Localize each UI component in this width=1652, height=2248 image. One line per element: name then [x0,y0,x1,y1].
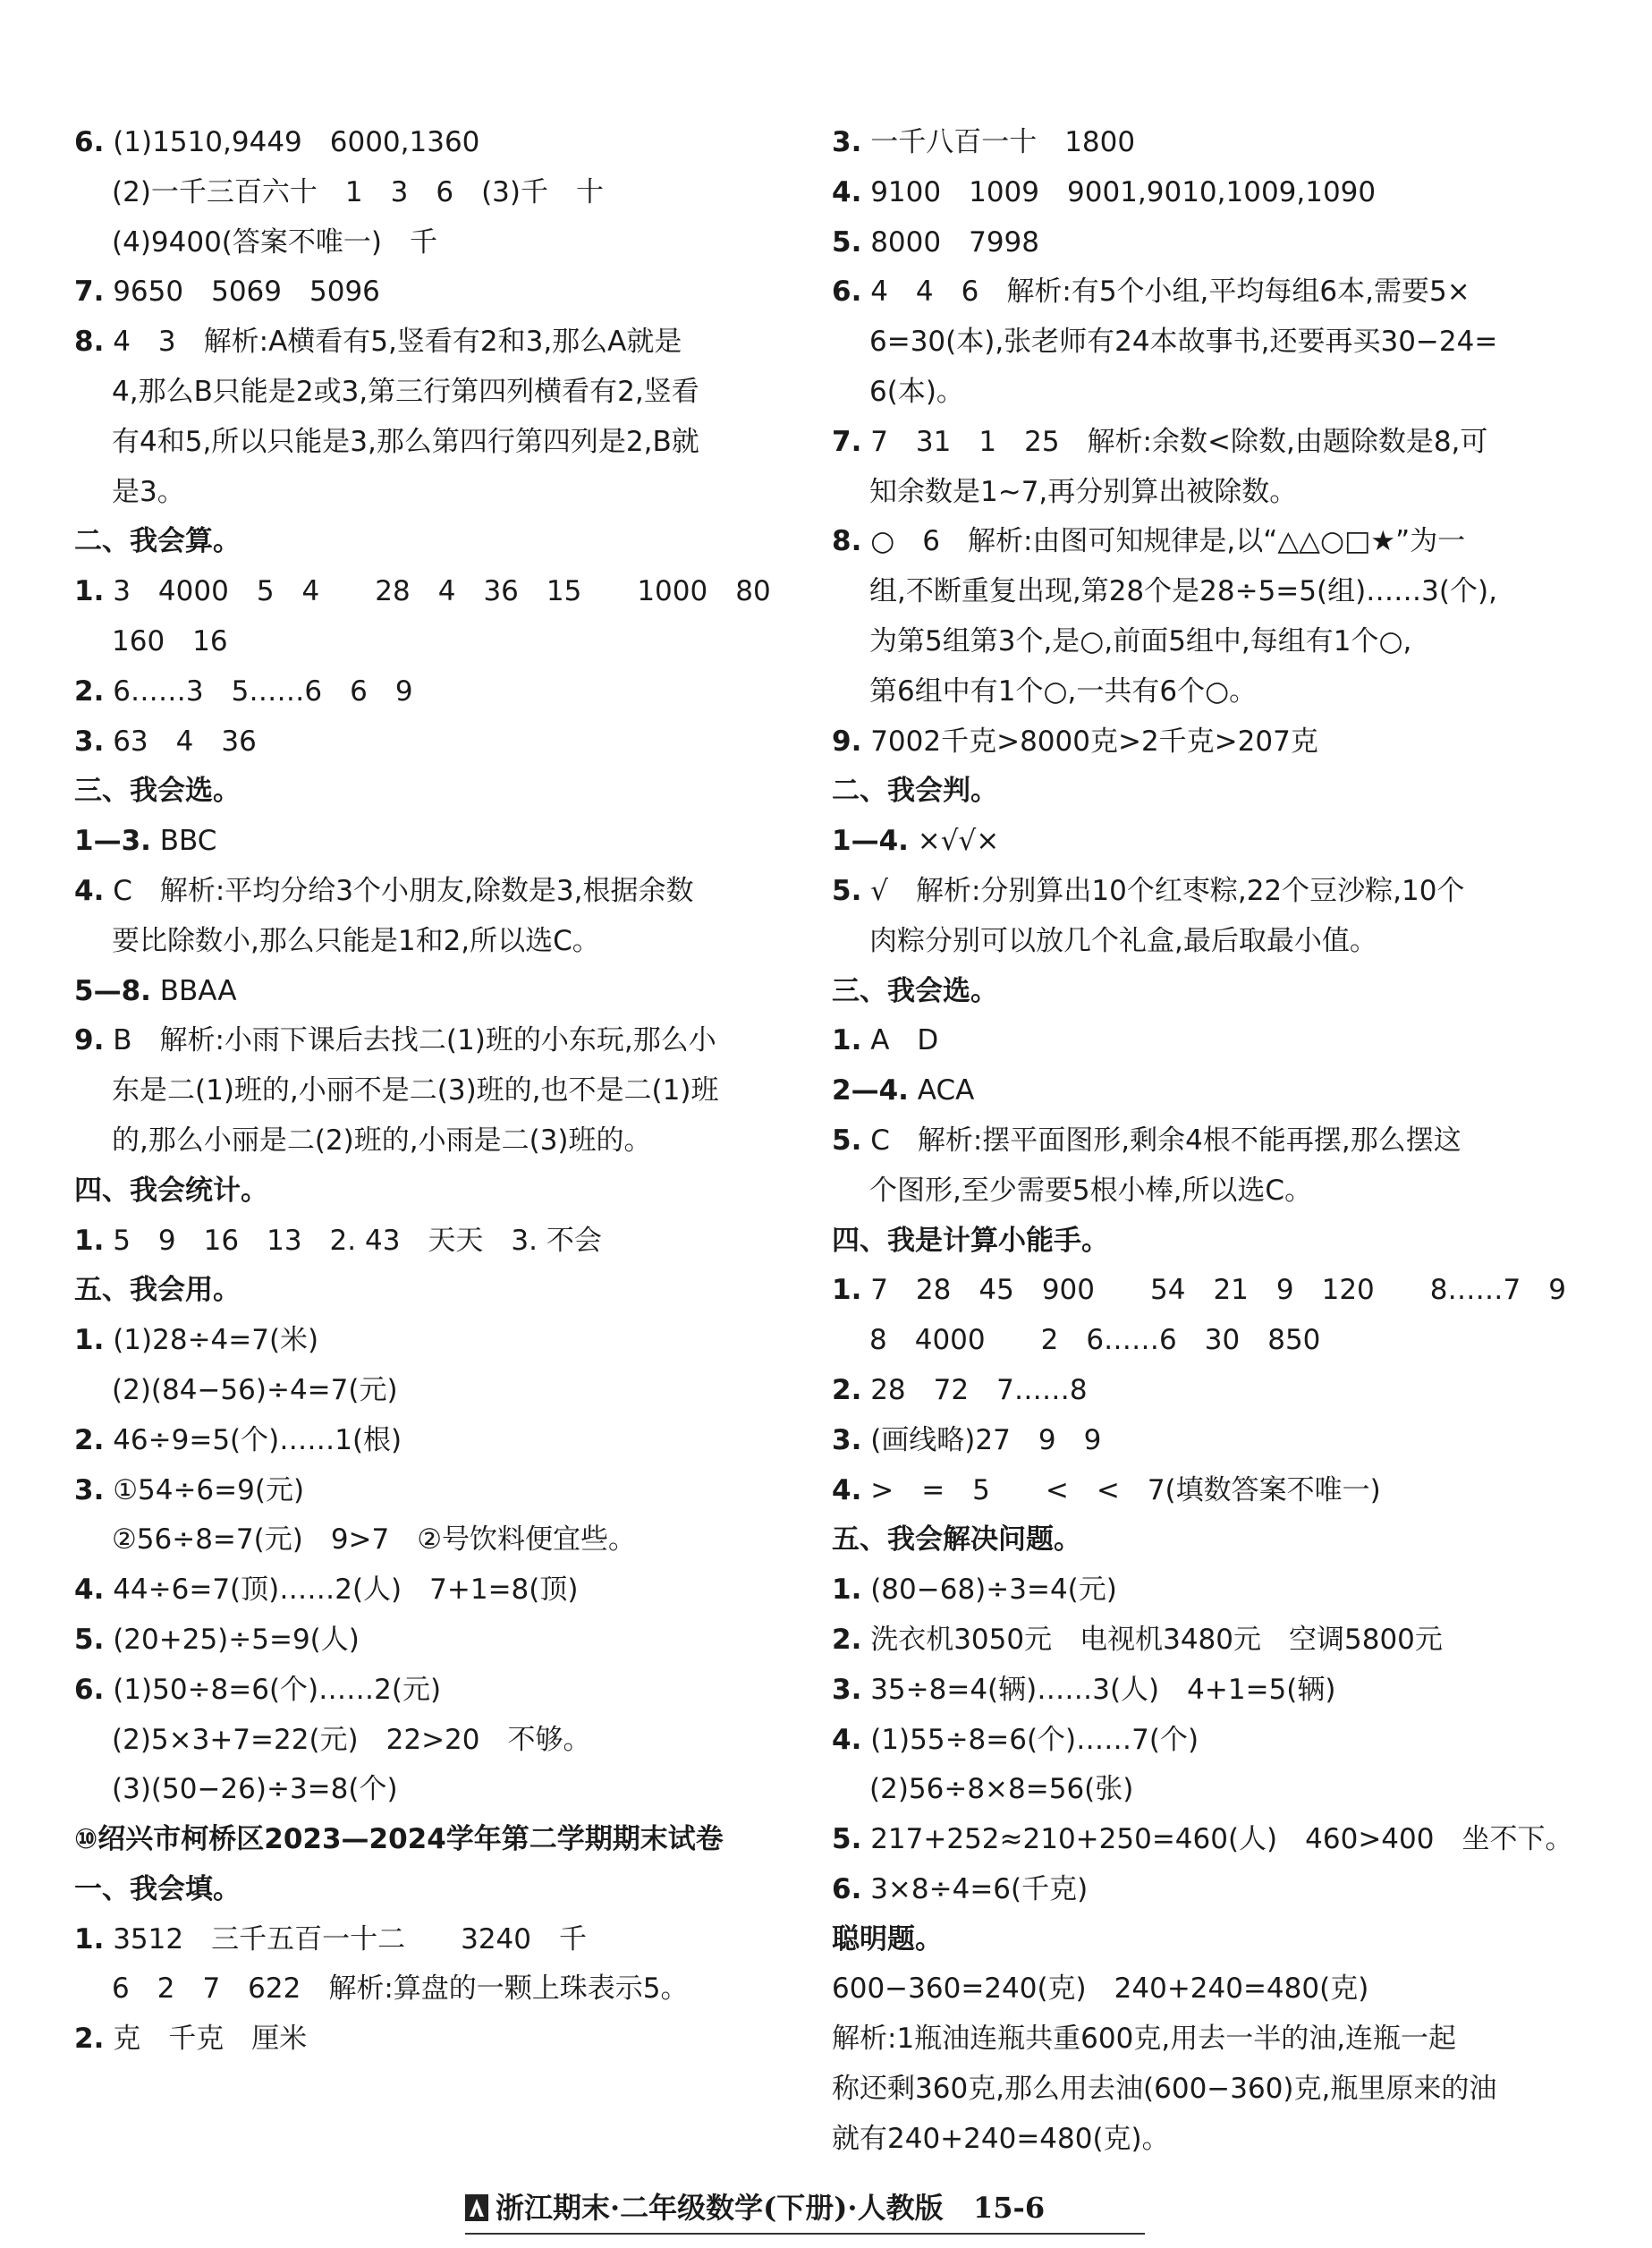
line-text: 肉粽分别可以放几个礼盒,最后取最小值。 [869,924,1377,957]
answer-line [832,2115,1556,2165]
line-text: (4)9400(答案不唯一) 千 [112,225,437,259]
answer-line [832,418,1556,468]
answer-line [832,1416,1556,1466]
line-text: 3×8÷4=6(千克) [861,1872,1089,1905]
answer-line [74,867,803,917]
item-number: 1—3. [74,825,151,858]
line-text: (1)55÷8=6(个)……7(个) [861,1723,1199,1756]
answer-line [74,967,803,1017]
answer-line [832,1166,1556,1217]
answer-line [832,1565,1556,1616]
answer-line [74,1366,803,1416]
line-text: 二、我会算。 [74,525,241,558]
line-text: 4 3 解析:A横看有5,竖看有2和3,那么A就是 [104,326,682,359]
answer-line [832,1466,1556,1516]
line-text: 46÷9=5(个)……1(根) [104,1423,402,1456]
item-number: 1. [74,1224,105,1257]
line-text: BBAA [150,974,237,1007]
answer-line [74,118,803,168]
line-text: 组,不断重复出现,第28个是28÷5=5(组)……3(个), [869,575,1497,608]
section-heading [74,1815,803,1865]
line-text: (2)5×3+7=22(元) 22>20 不够。 [112,1723,591,1756]
item-number: 5—8. [74,974,151,1007]
line-text: 4,那么B只能是2或3,第三行第四列横看有2,竖看 [112,375,699,408]
answer-line [832,667,1556,717]
item-number: 5. [832,1124,862,1157]
item-number: 1. [74,575,105,608]
section-heading [74,1266,803,1316]
answer-line [832,817,1556,867]
section-heading [74,517,803,567]
answer-line [74,418,803,468]
answer-line [74,567,803,617]
line-text: 5 9 16 13 2. 43 天天 3. 不会 [104,1224,602,1257]
answer-line [74,1217,803,1267]
line-text: 克 千克 厘米 [104,2023,308,2056]
item-number: 5. [832,1823,862,1856]
answer-line [832,917,1556,967]
answer-line [832,1116,1556,1166]
line-text: 44÷6=7(顶)……2(人) 7+1=8(顶) [104,1574,579,1607]
item-number: 3. [832,126,862,158]
item-number: 4. [74,1574,105,1607]
line-text: 四、我会统计。 [74,1174,268,1207]
answer-line [74,168,803,218]
item-number: 3. [74,1473,105,1506]
line-text: 是3。 [112,475,185,508]
line-text: 7 31 1 25 解析:余数<除数,由题除数是8,可 [861,425,1488,458]
line-text: (1)1510,9449 6000,1360 [104,126,480,158]
answer-line [832,867,1556,917]
answer-line [832,1865,1556,1915]
item-number: 1. [74,1324,105,1357]
item-number: 6. [74,1673,105,1706]
line-text: 4 4 6 解析:有5个小组,平均每组6本,需要5× [861,276,1470,309]
line-text: 6 2 7 622 解析:算盘的一颗上珠表示5。 [112,1972,689,2006]
answer-line [74,717,803,768]
answer-line [74,1416,803,1466]
answer-line [74,1515,803,1565]
answer-line [74,617,803,667]
item-number: 1. [832,1024,862,1057]
item-number: 4. [832,1723,862,1756]
answer-line [74,817,803,867]
line-text: 三、我会选。 [74,775,241,808]
item-number: 3. [74,725,105,758]
answer-line [832,1716,1556,1766]
answer-line [832,2015,1556,2065]
section-heading [832,1915,1556,1965]
line-text: ②56÷8=7(元) 9>7 ②号饮料便宜些。 [112,1523,637,1557]
answer-line [832,118,1556,168]
section-heading [74,767,803,817]
item-number: 4. [832,1473,862,1506]
answer-line [832,1666,1556,1716]
line-text: 一、我会填。 [74,1872,241,1905]
line-text: (画线略)27 9 9 [861,1423,1102,1456]
item-number: 1. [832,1574,862,1607]
answer-line [74,1565,803,1616]
answer-line [74,368,803,418]
line-text: 28 72 7……8 [861,1373,1088,1406]
line-text: 就有240+240=480(克)。 [832,2122,1170,2155]
line-text: 6=30(本),张老师有24本故事书,还要再买30−24= [869,326,1498,359]
answer-line [74,1964,803,2015]
answer-line [74,667,803,717]
line-text: 一千八百一十 1800 [861,126,1136,158]
item-number: 2—4. [832,1074,909,1107]
item-number: 7. [74,276,105,309]
line-text: 160 16 [112,624,228,657]
answer-line [74,318,803,368]
answer-line [74,218,803,268]
page-footer [465,2186,1145,2235]
answer-line [832,1266,1566,1316]
answer-line [832,267,1556,318]
footer-title: 浙江期末·二年级数学(下册)·人教版 [496,2191,944,2225]
line-text: 要比除数小,那么只能是1和2,所以选C。 [112,924,600,957]
item-number: 8. [832,525,862,558]
line-text: 3 4000 5 4 28 4 36 15 1000 80 [104,575,771,608]
line-text: 第6组中有1个○,一共有6个○。 [869,674,1258,708]
line-text: 6(本)。 [869,375,964,408]
item-number: 5. [832,874,862,907]
line-text: 三、我会选。 [832,974,998,1007]
item-number: 5. [74,1623,105,1656]
line-text: 217+252≈210+250=460(人) 460>400 坐不下。 [861,1823,1573,1856]
answer-line [832,368,1556,418]
answer-line [832,468,1556,518]
answer-line [74,1666,803,1716]
section-heading [74,1166,803,1217]
line-text: 二、我会判。 [832,775,998,808]
answer-line [832,1616,1556,1666]
line-text: C 解析:平均分给3个小朋友,除数是3,根据余数 [104,874,694,907]
answer-line [74,1765,803,1815]
page-number: 15-6 [973,2191,1046,2225]
right-column [832,118,1573,2165]
answer-line [832,717,1556,768]
line-text: (2)一千三百六十 1 3 6 (3)千 十 [112,175,604,208]
line-text: (80−68)÷3=4(元) [861,1574,1117,1607]
line-text: 7002千克>8000克>2千克>207克 [861,725,1318,758]
item-number: 6. [74,126,105,158]
line-text: ○ 6 解析:由图可知规律是,以“△△○□★”为一 [861,525,1466,558]
answer-line [74,1016,803,1066]
item-number: 2. [74,2023,105,2056]
line-text: 为第5组第3个,是○,前面5组中,每组有1个○, [869,624,1412,657]
item-number: 4. [832,175,862,208]
line-text: √ 解析:分别算出10个红枣粽,22个豆沙粽,10个 [861,874,1465,907]
line-text: 称还剩360克,那么用去油(600−360)克,瓶里原来的油 [832,2073,1497,2106]
line-text: 3512 三千五百一十二 3240 千 [104,1922,587,1955]
answer-line [832,1316,1556,1366]
answer-line [74,468,803,518]
line-text: A D [861,1024,939,1057]
line-text: ①54÷6=9(元) [104,1473,305,1506]
answer-line [74,917,803,967]
line-text: 的,那么小丽是二(2)班的,小雨是二(3)班的。 [112,1124,652,1157]
item-number: 6. [832,276,862,309]
answer-line [832,168,1556,218]
line-text: 有4和5,所以只能是3,那么第四行第四列是2,B就 [112,425,699,458]
answer-line [74,1716,803,1766]
item-number: 1. [74,1922,105,1955]
line-text: ACA [908,1074,975,1107]
line-text: 63 4 36 [104,725,257,758]
line-text: 四、我是计算小能手。 [832,1224,1109,1257]
line-text: 解析:1瓶油连瓶共重600克,用去一半的油,连瓶一起 [832,2023,1457,2056]
line-text: 聪明题。 [832,1922,943,1955]
answer-line [74,267,803,318]
item-number: 8. [74,326,105,359]
line-text: 9100 1009 9001,9010,1009,1090 [861,175,1377,208]
answer-line [832,318,1556,368]
answer-line [74,1116,803,1166]
answer-line [74,1066,803,1116]
section-heading [832,967,1556,1017]
line-text: 8 4000 2 6……6 30 850 [869,1324,1321,1357]
item-number: 9. [832,725,862,758]
line-text: (2)(84−56)÷4=7(元) [112,1373,398,1406]
line-text: ⑩绍兴市柯桥区2023—2024学年第二学期期末试卷 [74,1823,724,1856]
answer-line [832,2065,1556,2115]
item-number: 1—4. [832,825,909,858]
line-text: 个图形,至少需要5根小棒,所以选C。 [869,1174,1313,1207]
publisher-logo-icon [465,2194,488,2221]
item-number: 6. [832,1872,862,1905]
item-number: 2. [74,674,105,708]
answer-line [832,218,1556,268]
answer-line [832,1366,1556,1416]
line-text: 6……3 5……6 6 9 [104,674,413,708]
item-number: 2. [74,1423,105,1456]
item-number: 2. [832,1373,862,1406]
line-text: 8000 7998 [861,225,1039,259]
line-text: 洗衣机3050元 电视机3480元 空调5800元 [861,1623,1443,1656]
line-text: (3)(50−26)÷3=8(个) [112,1773,398,1806]
answer-line [832,1765,1556,1815]
answer-line [832,1016,1556,1066]
line-text: 9650 5069 5096 [104,276,380,309]
answer-line [74,1915,803,1965]
line-text: 五、我会解决问题。 [832,1523,1081,1557]
item-number: 7. [832,425,862,458]
section-heading [832,1515,1556,1565]
line-text: C 解析:摆平面图形,剩余4根不能再摆,那么摆这 [861,1124,1461,1157]
line-text: (1)28÷4=7(米) [104,1324,319,1357]
item-number: 5. [832,225,862,259]
item-number: 9. [74,1024,105,1057]
line-text: (1)50÷8=6(个)……2(元) [104,1673,442,1706]
line-text: (20+25)÷5=9(人) [104,1623,360,1656]
item-number: 3. [832,1423,862,1456]
line-text: > = 5 < < 7(填数答案不唯一) [861,1473,1381,1506]
answer-line [74,1616,803,1666]
section-heading [832,767,1556,817]
item-number: 1. [832,1274,862,1307]
left-column [74,118,803,2065]
item-number: 3. [832,1673,862,1706]
line-text: (2)56÷8×8=56(张) [869,1773,1134,1806]
answer-line [832,617,1556,667]
answer-line [832,567,1556,617]
line-text: 35÷8=4(辆)……3(人) 4+1=5(辆) [861,1673,1336,1706]
answer-line [74,2015,803,2065]
section-heading [832,1217,1556,1267]
answer-line [74,1466,803,1516]
answer-line [832,1964,1556,2015]
item-number: 4. [74,874,105,907]
line-text: 五、我会用。 [74,1274,241,1307]
line-text: BBC [150,825,217,858]
answer-line [832,517,1556,567]
line-text: ×√√× [908,825,1000,858]
item-number: 2. [832,1623,862,1656]
section-heading [74,1865,803,1915]
answer-line [74,1316,803,1366]
line-text: 600−360=240(克) 240+240=480(克) [832,1972,1369,2006]
answer-line [832,1815,1573,1865]
line-text: 7 28 45 900 54 21 9 120 8……7 9 [861,1274,1566,1307]
line-text: 东是二(1)班的,小丽不是二(3)班的,也不是二(1)班 [112,1074,719,1107]
line-text: B 解析:小雨下课后去找二(1)班的小东玩,那么小 [104,1024,716,1057]
answer-line [832,1066,1556,1116]
line-text: 知余数是1~7,再分别算出被除数。 [869,475,1298,508]
